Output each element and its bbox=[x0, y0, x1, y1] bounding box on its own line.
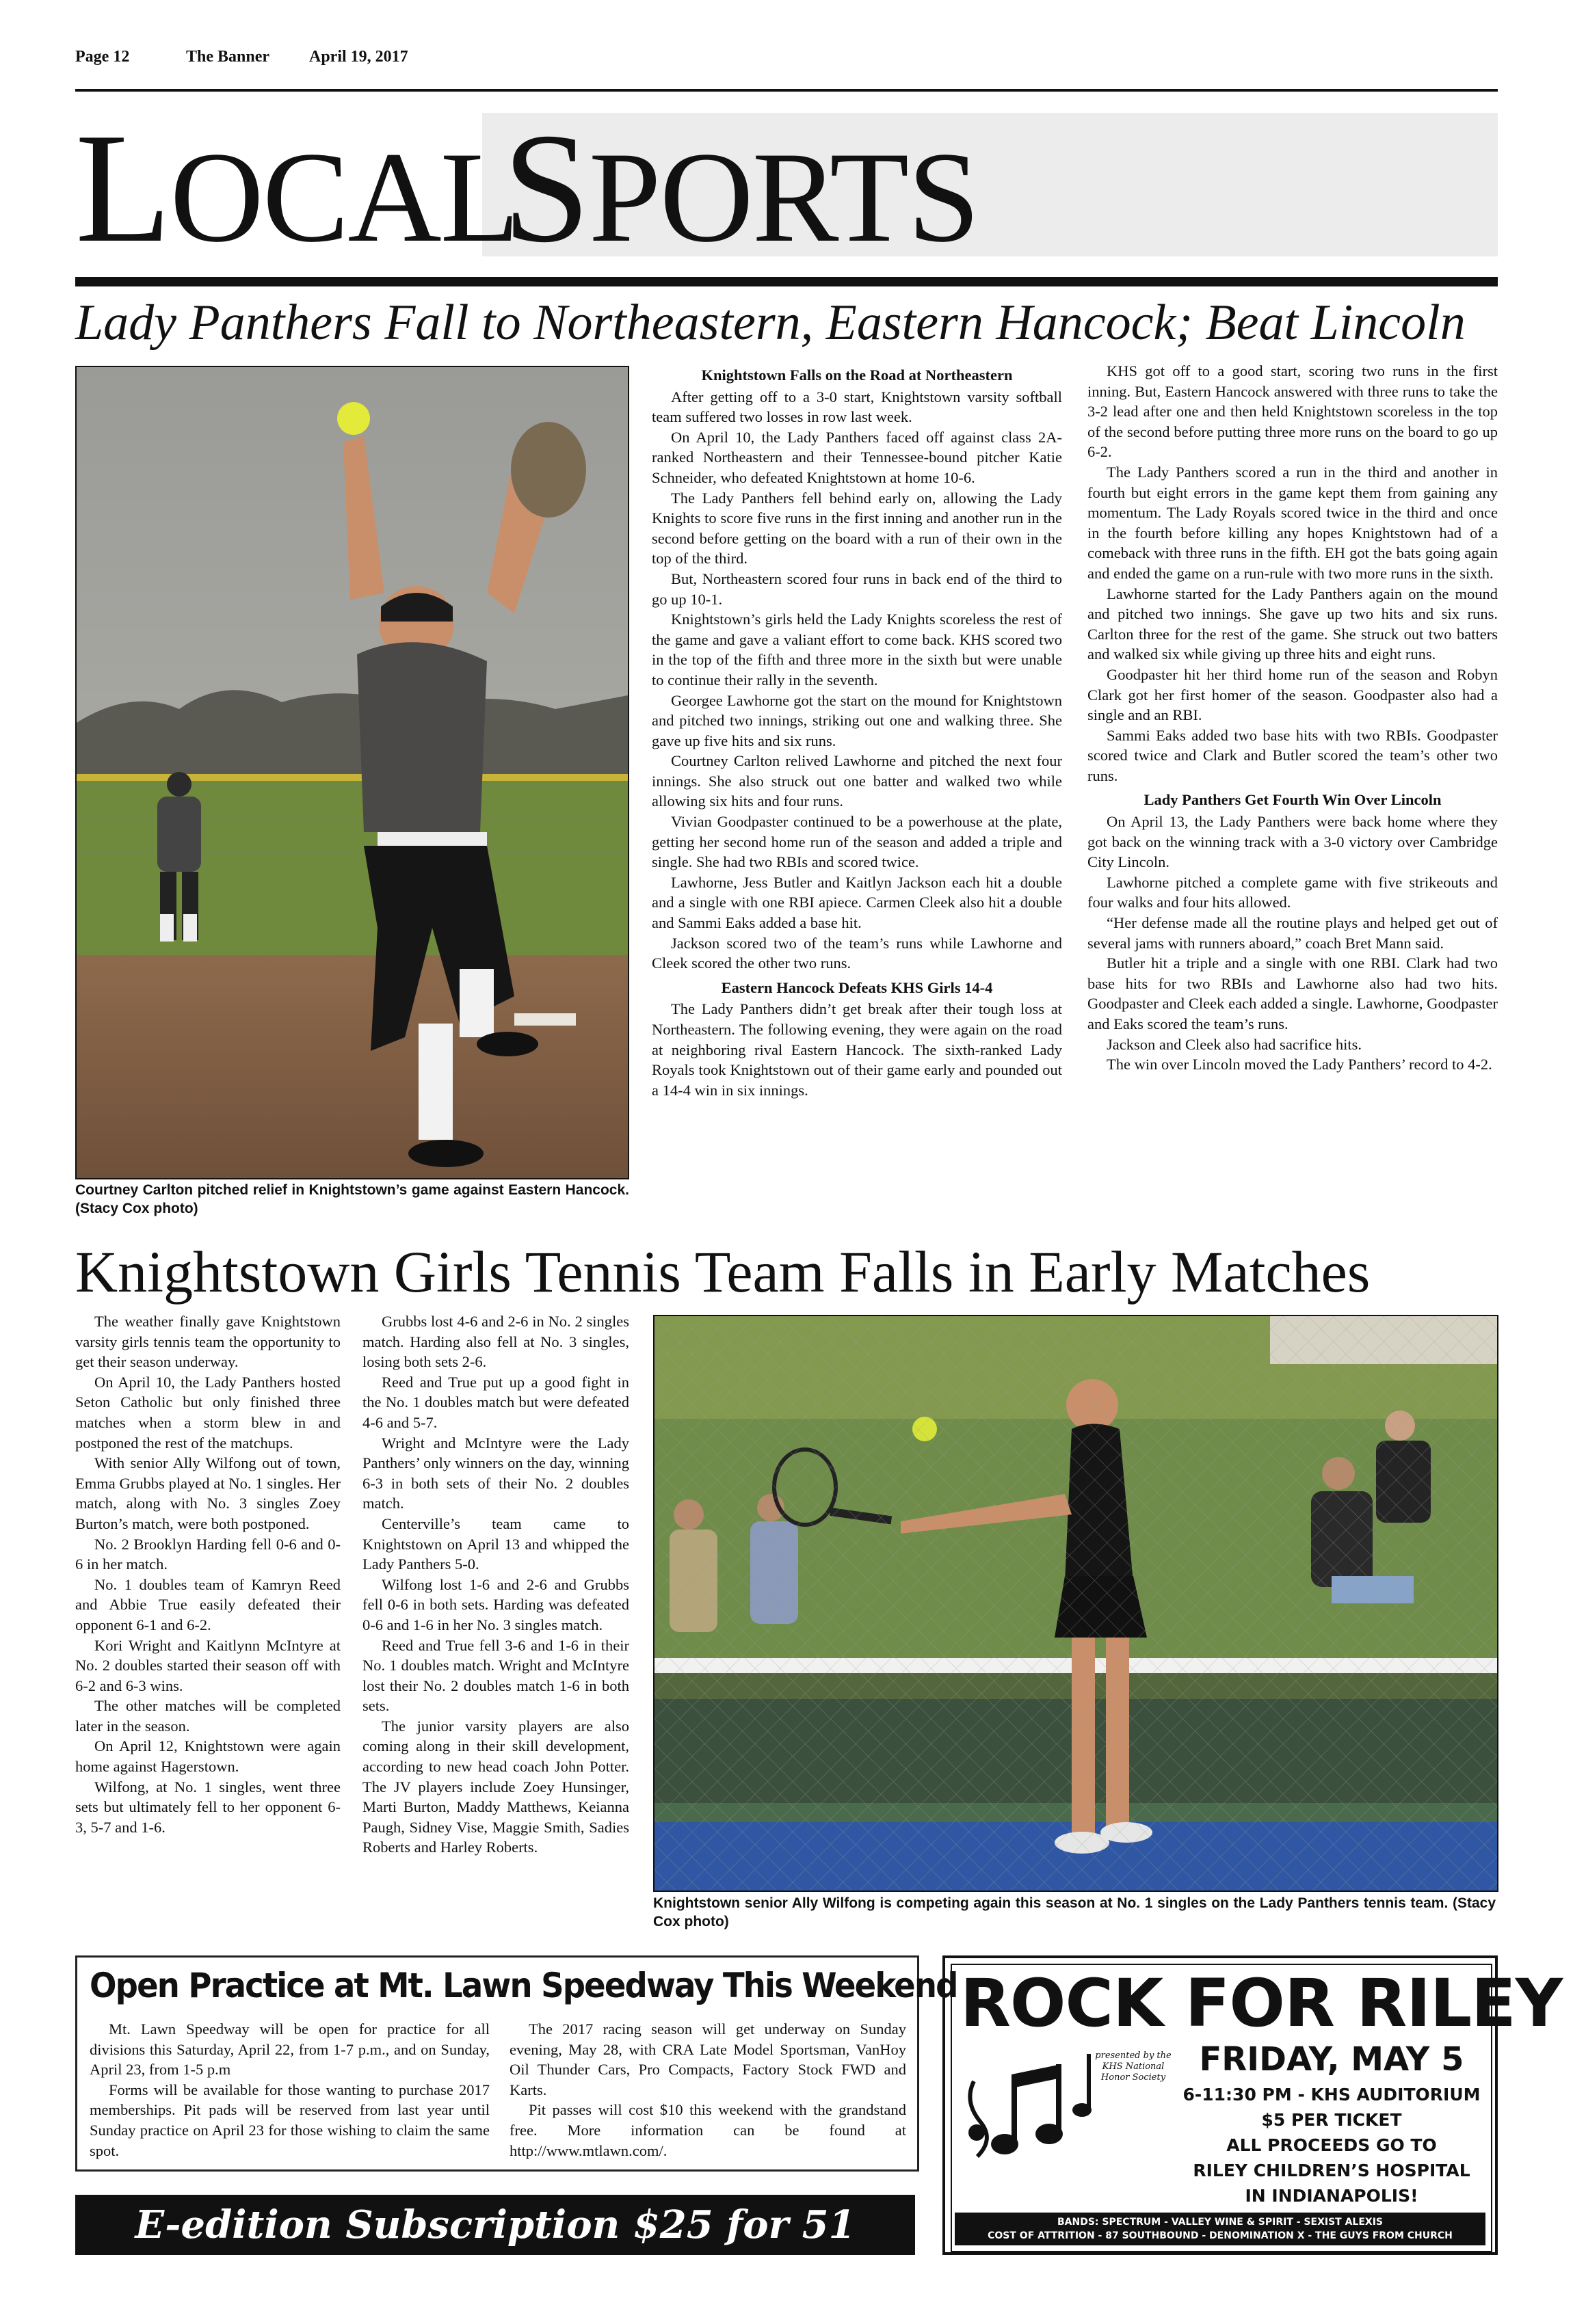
riley-date: FRIDAY, MAY 5 bbox=[1199, 2040, 1464, 2079]
softball-photo bbox=[75, 366, 629, 1179]
speedway-box bbox=[75, 1955, 957, 2172]
riley-proceeds-line-1: ALL PROCEEDS GO TO bbox=[1226, 2135, 1437, 2155]
riley-bands-line-2: COST OF ATTRITION - 87 SOUTHBOUND - DENOMINATION X - THE GUYS FROM CHURCH bbox=[988, 2230, 1453, 2241]
paragraph: On April 10, the Lady Panthers hosted Seton Catholic but only finished three matches when a storm blew in and postponed the rest of the matchups. bbox=[75, 1373, 341, 1452]
subhead-lincoln: Lady Panthers Get Fourth Win Over Lincoln bbox=[1144, 791, 1442, 809]
tennis-photo bbox=[653, 1315, 1498, 1892]
speedway-title: Open Practice at Mt. Lawn Speedway This Weekend bbox=[90, 1966, 957, 2005]
paragraph: The Lady Panthers fell behind early on, allowing the Lady Knights to score five runs in the first inning and another run in the second before getting on the board with a run of their own in the top of the third. bbox=[652, 489, 1062, 567]
paragraph: Pit passes will cost $10 this weekend with the grandstand free. More information can be found at http://www.mtlawn.com/. bbox=[510, 2101, 906, 2159]
top-rule bbox=[75, 89, 1498, 92]
paragraph: Centerville’s team came to Knightstown on April 13 and whipped the Lady Panthers 5-0. bbox=[362, 1514, 629, 1573]
riley-proceeds-line-3: IN INDIANAPOLIS! bbox=[1245, 2186, 1418, 2206]
paragraph: Sammi Eaks added two base hits with two RBIs. Goodpaster scored twice and Clark and Butler scored the team’s other two runs. bbox=[1087, 726, 1498, 784]
speedway-column-1 bbox=[90, 2019, 490, 2161]
paragraph: The other matches will be completed later in the season. bbox=[75, 1697, 341, 1735]
paragraph: The win over Lincoln moved the Lady Panthers’ record to 4-2. bbox=[1107, 1056, 1492, 1073]
paragraph: Reed and True fell 3-6 and 1-6 in their No. 1 doubles match. Wright and McIntyre lost their No. 2 doubles match 1-6 in both sets. bbox=[362, 1636, 629, 1715]
softball-pitcher-image bbox=[77, 367, 628, 1178]
masthead-rule bbox=[75, 277, 1498, 286]
paragraph: Wilfong lost 1-6 and 2-6 and Grubbs fell 0-6 in both sets. Harding was defeated 0-6 and 1-6 in her No. 3 singles match. bbox=[362, 1575, 629, 1633]
eedition-banner: E-edition Subscription $25 for 51 issues bbox=[75, 2195, 915, 2255]
paragraph: Jackson scored two of the team’s runs while Lawhorne and Cleek scored the other two runs. bbox=[652, 934, 1062, 972]
paragraph: Wright and McIntyre were the Lady Panthers’ only winners on the day, winning 6-3 in both sets of their No. 2 doubles match. bbox=[362, 1434, 629, 1512]
softball-column-1 bbox=[652, 361, 1062, 1100]
paragraph: No. 1 doubles team of Kamryn Reed and Abbie True easily defeated their opponent 6-1 and 6-2. bbox=[75, 1575, 341, 1633]
tennis-caption: Knightstown senior Ally Wilfong is competing again this season at No. 1 singles on the Lady Panthers tennis team. (Stacy Cox photo) bbox=[653, 1895, 1496, 1929]
paragraph: The 2017 racing season will get underway on Sunday evening, May 28, with CRA Late Model Sportsman, VanHoy Oil Thunder Cars, Pro Compacts, Factory Stock FWD and Karts. bbox=[510, 2020, 906, 2098]
paragraph: Knightstown’s girls held the Lady Knights scoreless the rest of the game and gave a valiant effort to come back. KHS scored two in the top of the fifth and three more in the sixth but were unable to continue their rally in the seventh. bbox=[652, 611, 1062, 689]
paragraph: But, Northeastern scored four runs in back end of the third to go up 10-1. bbox=[652, 570, 1062, 608]
paragraph: On April 13, the Lady Panthers were back home where they got back on the winning track with a 3-0 victory over Cambridge City Lincoln. bbox=[1087, 813, 1498, 871]
page-number: Page 12 bbox=[75, 48, 130, 66]
paragraph: The Lady Panthers scored a run in the third and another in fourth but eight errors in the game kept them from gaining any momentum. The Lady Royals scored twice in the third and once in the fourth before killing any hopes Knightstown had of a comeback with three runs in the fifth. EH got the bats going again and ended the game on a run-rule with two more runs in the sixth. bbox=[1087, 463, 1498, 582]
tennis-column-1 bbox=[75, 1311, 341, 1837]
paragraph: Reed and True put up a good fight in the No. 1 doubles match but were defeated 4-6 and 5-7. bbox=[362, 1373, 629, 1431]
paragraph: Vivian Goodpaster continued to be a powerhouse at the plate, getting her second home run of the season and added a triple and single. She had two RBIs and scored twice. bbox=[652, 813, 1062, 871]
section-title-local: LOCAL bbox=[75, 101, 518, 275]
paragraph: On April 12, Knightstown were again home against Hagerstown. bbox=[75, 1737, 341, 1776]
paragraph: With senior Ally Wilfong out of town, Emma Grubbs played at No. 1 singles. Her match, along with No. 3 singles Zoey Burton’s match, were both postponed. bbox=[75, 1454, 341, 1532]
paragraph: Grubbs lost 4-6 and 2-6 in No. 2 singles match. Harding also fell at No. 3 singles, losing both sets 2-6. bbox=[362, 1313, 629, 1371]
riley-time: 6-11:30 PM - KHS AUDITORIUM bbox=[1182, 2085, 1481, 2105]
music-notes-icon bbox=[960, 2047, 1104, 2163]
subhead-eastern-hancock: Eastern Hancock Defeats KHS Girls 14-4 bbox=[721, 978, 993, 996]
paragraph: Lawhorne, Jess Butler and Kaitlyn Jackson each hit a double and a single with one RBI apiece. Carmen Cleek also hit a double and Sammi Eaks added a base hit. bbox=[652, 873, 1062, 932]
paragraph: After getting off to a 3-0 start, Knightstown varsity softball team suffered two losses in row last week. bbox=[652, 388, 1062, 426]
paragraph: Jackson and Cleek also had sacrifice hits. bbox=[1107, 1035, 1362, 1053]
riley-bands-line-1: BANDS: SPECTRUM - VALLEY WINE & SPIRIT - SEXIST ALEXIS bbox=[1057, 2217, 1383, 2228]
paper-name: The Banner bbox=[186, 48, 270, 66]
tennis-player-image bbox=[655, 1316, 1497, 1891]
paragraph: Kori Wright and Kaitlynn McIntyre at No. 2 doubles started their season off with 6-2 and 6-3 wins. bbox=[75, 1636, 341, 1694]
paragraph: Lawhorne started for the Lady Panthers again on the mound and pitched two innings. She gave up two hits and six runs. Carlton three for the rest of the game. She struck out two batters and walked six while giving up three hits and eight runs. bbox=[1087, 585, 1498, 663]
paragraph: Goodpaster hit her third home run of the season and Robyn Clark got her first homer of the season. Goodpaster also had a single and an RBI. bbox=[1087, 665, 1498, 724]
paragraph: The junior varsity players are also coming along in their skill development, according to new head coach John Potter. The JV players include Zoey Hunsinger, Marti Burton, Maddy Matthews, Keianna Paugh, Sidney Vise, Maggie Smith, Sadies Roberts and Harley Roberts. bbox=[362, 1717, 629, 1856]
paragraph: The Lady Panthers didn’t get break after their tough loss at Northeastern. The following evening, they were again on the road at neighboring rival Eastern Hancock. The sixth-ranked Lady Royals took Knightstown out of their game early and pounded out a 14-4 win in six innings. bbox=[652, 1000, 1062, 1099]
paragraph: Wilfong, at No. 1 singles, went three sets but ultimately fell to her opponent 6-3, 5-7 and 1-6. bbox=[75, 1778, 341, 1836]
softball-caption: Courtney Carlton pitched relief in Knightstown’s game against Eastern Hancock. (Stacy Cox photo) bbox=[75, 1182, 629, 1216]
softball-headline: Lady Panthers Fall to Northeastern, Eastern Hancock; Beat Lincoln bbox=[75, 295, 1466, 351]
riley-proceeds-line-2: RILEY CHILDREN’S HOSPITAL bbox=[1193, 2161, 1470, 2180]
paragraph: Lawhorne pitched a complete game with five strikeouts and four walks and four hits allowed. bbox=[1087, 873, 1498, 911]
paragraph: The weather finally gave Knightstown varsity girls tennis team the opportunity to get their season underway. bbox=[75, 1313, 341, 1371]
issue-date: April 19, 2017 bbox=[309, 48, 408, 66]
riley-bands-bar bbox=[955, 2213, 1485, 2245]
speedway-column-2 bbox=[510, 2019, 906, 2161]
paragraph: No. 2 Brooklyn Harding fell 0-6 and 0-6 in her match. bbox=[75, 1535, 341, 1573]
rock-for-riley-ad bbox=[942, 1955, 1563, 2255]
softball-column-2 bbox=[1087, 361, 1498, 1075]
riley-title: ROCK FOR RILEY bbox=[960, 1965, 1563, 2042]
paragraph: Forms will be available for those wanting to purchase 2017 memberships. Pit pads will be reserved from last year until Sunday practice on April 23 for those wishing to claim the same spot. bbox=[90, 2081, 490, 2159]
paragraph: KHS got off to a good start, scoring two runs in the first inning. But, Eastern Hancock answered with three runs to take the 3-2 lead after one and then held Knightstown scoreless in the top of the second before putting three more runs on the board to go up 6-2. bbox=[1087, 362, 1498, 461]
riley-presented-by: presented by the KHS National Honor Society bbox=[1095, 2051, 1172, 2083]
paragraph: Butler hit a triple and a single with one RBI. Clark had two base hits for two RBIs and Lawhorne also had two hits. Goodpaster and Cleek each added a single. Lawhorne, Goodpaster and Eaks scored the team’s runs. bbox=[1087, 954, 1498, 1032]
paragraph: Mt. Lawn Speedway will be open for practice for all divisions this Saturday, April 22, from 1-7 p.m., and on Sunday, April 23, from 1-5 p.m bbox=[90, 2020, 490, 2079]
section-title-sports: SPORTS bbox=[503, 101, 979, 275]
tennis-column-2 bbox=[362, 1311, 629, 1858]
paragraph: Georgee Lawhorne got the start on the mound for Knightstown and pitched two innings, striking out one and walking three. She gave up five hits and six runs. bbox=[652, 691, 1062, 749]
paragraph: On April 10, the Lady Panthers faced off against class 2A- ranked Northeastern and their Tennessee-bound pitcher Katie Schneider, who defeated Knightstown at home 10-6. bbox=[652, 428, 1062, 486]
paragraph: “Her defense made all the routine plays and helped get out of several jams with runners aboard,” coach Bret Mann said. bbox=[1087, 914, 1498, 952]
paragraph: Courtney Carlton relived Lawhorne and pitched the next four innings. She also struck out one batter and walked two while allowing six hits and four runs. bbox=[652, 752, 1062, 810]
riley-ticket: $5 PER TICKET bbox=[1261, 2110, 1402, 2130]
subhead-northeastern: Knightstown Falls on the Road at Northeastern bbox=[701, 366, 1013, 384]
tennis-headline: Knightstown Girls Tennis Team Falls in Early Matches bbox=[75, 1239, 1371, 1305]
